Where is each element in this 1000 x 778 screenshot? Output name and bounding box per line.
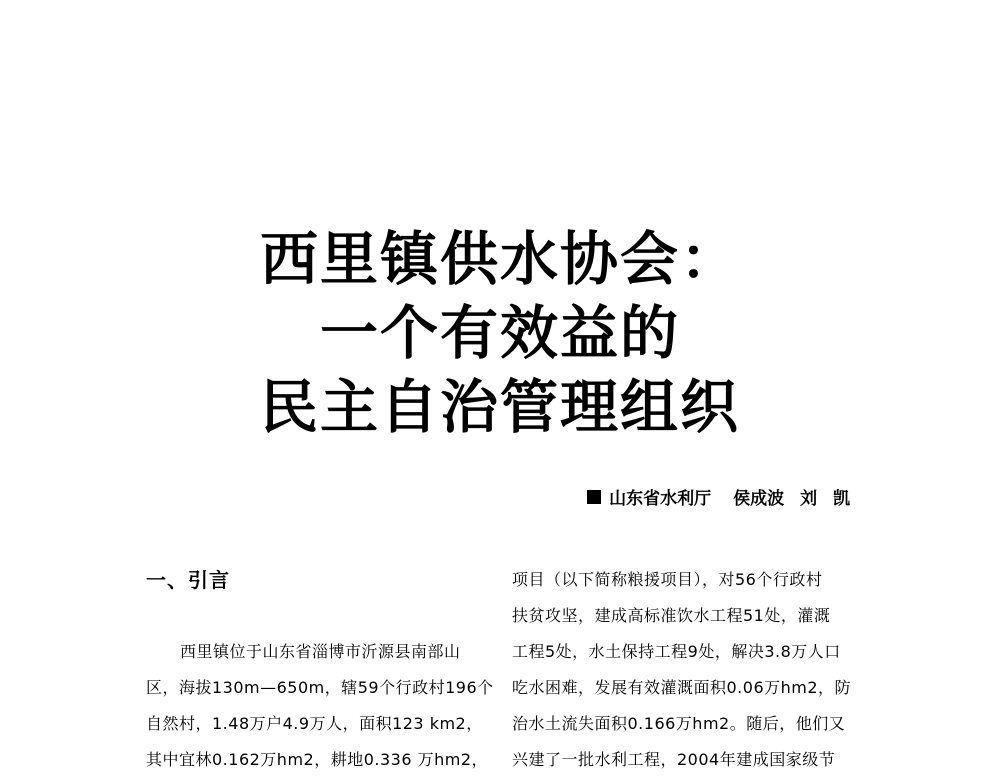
- body-line: 扶贫攻坚，建成高标准饮水工程51处，灌溉: [512, 606, 831, 625]
- body-line: 工程5处，水土保持工程9处，解决3.8万人口: [512, 642, 841, 661]
- byline-authors: 侯成波 刘 凯: [733, 489, 850, 509]
- body-line: 项目（以下简称粮援项目），对56个行政村: [512, 570, 823, 589]
- byline: [587, 484, 850, 509]
- body-line: 吃水困难，发展有效灌溉面积0.06万hm2，防: [512, 678, 852, 697]
- body-line: 区，海拔130m—650m，辖59个行政村196个: [146, 678, 494, 697]
- right-column: [512, 562, 857, 778]
- body-line: 西里镇位于山东省淄博市沂源县南部山: [180, 642, 461, 661]
- title-line-2: 一个有效益的: [319, 299, 680, 367]
- black-square-icon: [587, 490, 601, 504]
- section-heading: 一、引言: [146, 568, 230, 592]
- body-line: 其中宜林0.162万hm2，耕地0.336 万hm2，: [146, 750, 489, 769]
- title-line-1: 西里镇供水协会：: [259, 225, 740, 293]
- left-column: [146, 562, 494, 778]
- paragraph-spacer: [146, 598, 491, 634]
- body-line: 自然村，1.48万户4.9万人，面积123 km2，: [146, 714, 483, 733]
- byline-organization: 山东省水利厅: [609, 489, 712, 509]
- body-line: 兴建了一批水利工程，2004年建成国家级节: [512, 750, 836, 769]
- title-line-3: 民主自治管理组织: [259, 373, 740, 441]
- body-line: 治水土流失面积0.166万hm2。随后，他们又: [512, 714, 846, 733]
- article-title: [0, 222, 1000, 444]
